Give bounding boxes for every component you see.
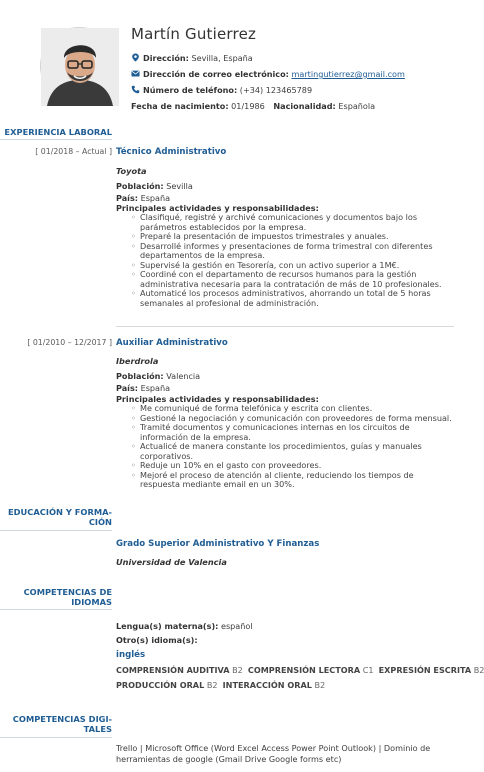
skill-label: EXPRESIÓN ESCRITA [378, 665, 472, 675]
profile-photo [40, 27, 118, 105]
email-label: Dirección de correo electrónico: [143, 69, 289, 79]
email-link[interactable]: martingutierrez@gmail.com [291, 69, 405, 79]
nationality-label: Nacionalidad: [273, 101, 336, 111]
job-city [116, 181, 193, 191]
country-value: España [140, 383, 171, 393]
email-row [131, 69, 405, 79]
city-value: Sevilla [166, 181, 193, 191]
experience-section-title: EXPERIENCIA LABORAL [4, 127, 112, 137]
nationality-value: Española [338, 101, 376, 111]
phone-value: (+34) 123465789 [239, 85, 313, 95]
education-title-line2: CIÓN [88, 517, 112, 527]
digital-section-title [13, 714, 112, 734]
digital-title-line2: TALES [83, 724, 112, 734]
job-divider [116, 326, 454, 327]
list-item: ◦ Preparé la presentación de impuestos trimestrales y anuales. [116, 232, 454, 242]
city-value: Valencia [166, 371, 201, 381]
skill-label: COMPRENSIÓN AUDITIVA [116, 665, 230, 675]
city-label: Población: [116, 181, 164, 191]
section-divider [0, 737, 112, 738]
list-item: ◦ Automaticé los procesos administrativos, ahorrando un total de 5 horas semanales al profesional de administración. [116, 289, 454, 308]
skill-label: PRODUCCIÓN ORAL [116, 680, 205, 690]
list-item: ◦ Me comuniqué de forma telefónica y escrita con clientes. [116, 404, 454, 414]
list-item: ◦ Supervisé la gestión en Tesorería, con un activo superior a 1M€. [116, 261, 454, 271]
employer-name: Toyota [116, 166, 147, 176]
section-divider [0, 609, 112, 610]
birth-row [131, 101, 375, 111]
language-name: inglés [116, 650, 146, 660]
country-value: España [140, 193, 171, 203]
education-section-title [8, 507, 112, 527]
skill-level: B2 [232, 665, 243, 675]
degree-title: Grado Superior Administrativo Y Finanzas [116, 539, 320, 549]
list-item: ◦ Reduje un 10% en el gasto con proveedores. [116, 461, 454, 471]
address-value: Sevilla, España [191, 53, 253, 63]
education-title-line1: EDUCACIÓN Y FORMA- [8, 507, 112, 517]
mother-tongue-value: español [220, 621, 253, 631]
skill-level: C1 [362, 665, 374, 675]
languages-section-title [24, 587, 112, 607]
skill-level: B2 [314, 680, 326, 690]
country-label: País: [116, 383, 139, 393]
birth-value: 01/1986 [231, 101, 265, 111]
address-label: Dirección: [143, 53, 189, 63]
location-pin-icon [131, 53, 140, 62]
list-item: ◦ Mejoré el proceso de atención al cliente, reduciendo los tiempos de respuesta mediante email en un 30%. [116, 471, 454, 490]
job-country [116, 193, 170, 203]
language-skills-row [116, 665, 484, 675]
phone-icon [131, 85, 140, 94]
list-item: ◦ Clasifiqué, registré y archivé comunicaciones y documentos bajo los parámetros establecidos por la empresa. [116, 213, 454, 232]
skill-level: B2 [473, 665, 484, 675]
responsibilities-list [116, 404, 454, 490]
mother-tongue-label: Lengua(s) materna(s): [116, 621, 219, 631]
list-item: ◦ Tramité documentos y comunicaciones internas en los circuitos de información de la empresa. [116, 423, 454, 442]
job-title: Auxiliar Administrativo [116, 338, 228, 348]
list-item: ◦ Gestioné la negociación y comunicación con proveedores de forma mensual. [116, 414, 454, 424]
section-divider [0, 139, 112, 140]
languages-title-line2: IDIOMAS [71, 597, 112, 607]
other-languages-label: Otro(s) idioma(s): [116, 635, 198, 645]
digital-skills-line: Trello | Microsoft Office (Word Excel Access Power Point Outlook) | Dominio de [116, 743, 431, 753]
phone-label: Número de teléfono: [143, 85, 238, 95]
skill-label: INTERACCIÓN ORAL [222, 680, 312, 690]
avatar [41, 28, 119, 106]
mother-tongue [116, 621, 253, 631]
envelope-icon [131, 69, 140, 78]
section-divider [0, 530, 112, 531]
skill-level: B2 [206, 680, 218, 690]
other-languages [116, 635, 198, 645]
job-city [116, 371, 200, 381]
digital-skills-line: herramientas de google (Gmail Drive Google forms etc) [116, 754, 342, 764]
birth-label: Fecha de nacimiento: [131, 101, 229, 111]
job-date: [ 01/2010 – 12/2017 ] [27, 338, 112, 347]
list-item: ◦ Coordiné con el departamento de recursos humanos para la gestión administrativa necesaria para la contratación de más de 10 profesionales. [116, 270, 454, 289]
candidate-name: Martín Gutierrez [131, 25, 257, 43]
employer-name: Iberdrola [116, 356, 159, 366]
digital-title-line1: COMPETENCIAS DIGI- [12, 714, 112, 724]
country-label: País: [116, 193, 139, 203]
skill-label: COMPRENSIÓN LECTORA [247, 665, 361, 675]
language-skills-row [116, 680, 325, 690]
institution-name: Universidad de Valencia [116, 557, 227, 567]
responsibilities-label-text: Principales actividades y responsabilidades: [116, 394, 319, 404]
city-label: Población: [116, 371, 164, 381]
phone-row [131, 85, 312, 95]
job-country [116, 383, 170, 393]
job-title: Técnico Administrativo [116, 147, 227, 157]
address-row [131, 53, 253, 63]
job-date: [ 01/2018 – Actual ] [35, 147, 112, 156]
responsibilities-list [116, 213, 454, 308]
list-item: ◦ Desarrollé informes y presentaciones de forma trimestral con diferentes departamentos de la empresa. [116, 242, 454, 261]
languages-title-line1: COMPETENCIAS DE [23, 587, 112, 597]
list-item: ◦ Actualicé de manera constante los procedimientos, guías y manuales corporativos. [116, 442, 454, 461]
responsibilities-label-text: Principales actividades y responsabilidades: [116, 203, 319, 213]
